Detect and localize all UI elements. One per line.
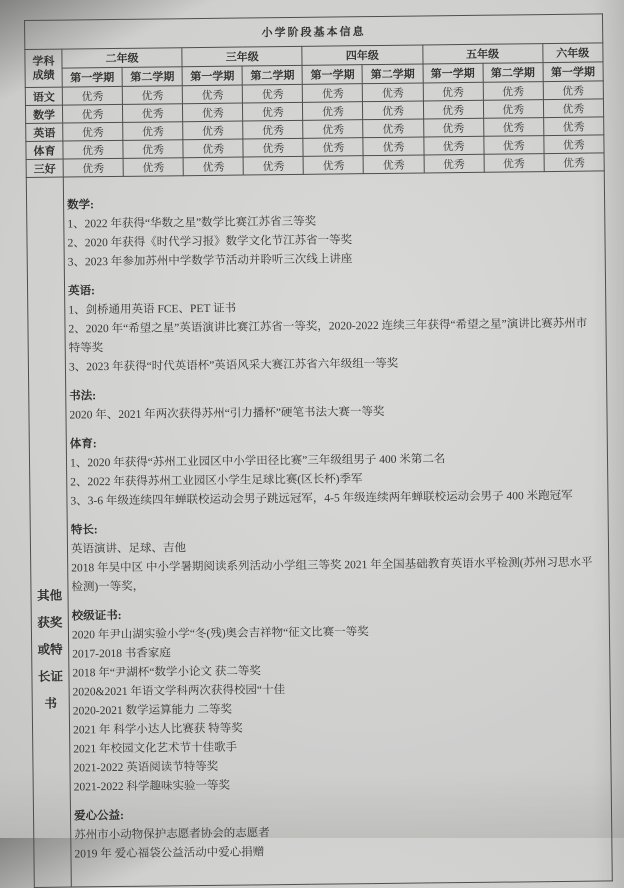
score-cell: 优秀: [62, 86, 122, 105]
score-cell: 优秀: [123, 140, 183, 159]
score-cell: 优秀: [123, 158, 183, 177]
semester-header-4-2: 第二学期: [483, 63, 543, 83]
score-cell: 优秀: [303, 120, 363, 139]
score-cell: 优秀: [303, 84, 363, 103]
award-line: 英语演讲、足球、吉他: [70, 542, 187, 556]
score-cell: 优秀: [63, 140, 123, 159]
subject-label: 体育: [26, 141, 63, 159]
award-line: 2、2022 年获得苏州工业园区小学生足球比赛(区长杯)季军: [70, 473, 363, 489]
score-cell: 优秀: [363, 83, 423, 102]
award-section: [74, 802, 599, 865]
award-line: 2020 年尹山湖实验小学“冬(残)奥会吉祥物“征文比赛一等奖: [71, 626, 369, 642]
award-section: [72, 602, 599, 798]
award-line: 2018 年吴中区 中小学暑期阅读系列活动小学组三等奖 2021 年全国基础教育英语水平检测(苏州习思水平检测)一等奖，: [71, 556, 593, 594]
award-line: 2、2020 年获得《时代学习报》数学文化节江苏省一等奖: [67, 234, 353, 250]
award-section-heading: 书法:: [69, 390, 97, 403]
score-cell: 优秀: [303, 138, 363, 157]
award-line: 3、2023 年获得“时代英语杯”英语风采大赛江苏省六年级组一等奖: [68, 357, 399, 374]
score-cell: 优秀: [123, 104, 183, 123]
score-cell: 优秀: [303, 102, 363, 121]
award-line: 苏州市小动物保护志愿者协会的志愿者: [74, 827, 270, 842]
semester-header-3-2: 第二学期: [362, 64, 422, 84]
other-awards-row: [26, 171, 612, 888]
score-cell: 优秀: [243, 156, 303, 175]
side-label-line: 长证: [37, 669, 64, 684]
corner-header: [25, 49, 62, 87]
awards-cell: [63, 171, 612, 887]
award-section-heading: 校级证书:: [71, 609, 122, 623]
award-line: 2021-2022 英语阅读节特等奖: [73, 760, 219, 775]
score-cell: 优秀: [183, 103, 243, 122]
score-cell: 优秀: [483, 100, 543, 119]
scores-table: [24, 13, 613, 888]
award-line: 3、2023 年参加苏州中学数学节活动并聆听三次线上讲座: [67, 253, 353, 269]
score-cell: 优秀: [363, 101, 423, 120]
score-cell: 优秀: [483, 82, 543, 101]
award-section-heading: 特长:: [70, 524, 98, 537]
award-section: [69, 382, 594, 426]
score-cell: 优秀: [243, 120, 303, 139]
award-section: [71, 516, 597, 598]
score-cell: 优秀: [243, 84, 303, 103]
award-line: 2021 年校园文化艺术节十佳歌手: [73, 741, 238, 756]
score-cell: 优秀: [424, 154, 484, 173]
semester-header-5-1: 第一学期: [543, 62, 603, 82]
side-label-line: 或特: [37, 642, 63, 657]
semester-header-4-1: 第一学期: [423, 63, 483, 83]
grade-header-2: 三年级: [182, 46, 302, 66]
score-cell: 优秀: [544, 153, 604, 172]
score-cell: 优秀: [543, 117, 603, 136]
semester-header-2-2: 第二学期: [242, 65, 302, 85]
score-cell: 优秀: [423, 136, 483, 155]
award-line: 2020&2021 年语文学科两次获得校园“十佳: [72, 684, 286, 699]
document-paper: [24, 13, 612, 888]
score-cell: 优秀: [483, 118, 543, 137]
score-cell: 优秀: [363, 137, 423, 156]
semester-header-3-1: 第一学期: [302, 65, 362, 85]
award-line: 2019 年 爱心福袋公益活动中爱心捐赠: [74, 846, 265, 861]
subject-label: 三好: [26, 159, 63, 177]
award-section-heading: 爱心公益:: [73, 809, 124, 823]
award-line: 1、2020 年获得“苏州工业园区中小学田径比赛”三年级组男子 400 米第二名: [69, 453, 446, 470]
award-section-heading: 数学:: [67, 199, 95, 212]
score-cell: 优秀: [543, 99, 603, 118]
score-cell: 优秀: [303, 156, 363, 175]
score-cell: 优秀: [122, 86, 182, 105]
score-cell: 优秀: [364, 155, 424, 174]
document-title: 小学阶段基本信息: [25, 14, 603, 50]
award-line: 2021-2022 科学趣味实验一等奖: [73, 779, 230, 794]
award-line: 2、2020 年“希望之星”英语演讲比赛江苏省一等奖，2020-2022 连续三年获得“希望之星”演讲比赛苏州市特等奖: [68, 317, 588, 355]
semester-header-1-1: 第一学期: [62, 67, 122, 87]
score-cell: 优秀: [363, 119, 423, 138]
score-cell: 优秀: [63, 158, 123, 177]
side-label-line: 获奖: [37, 615, 63, 630]
score-cell: 优秀: [423, 100, 483, 119]
side-label-line: 其他: [36, 588, 63, 603]
grade-header-5: 六年级: [543, 43, 603, 63]
award-line: 2020-2021 数学运算能力 二等奖: [72, 703, 232, 718]
awards-content: [64, 183, 611, 864]
award-line: 2021 年 科学小达人比赛获 特等奖: [72, 722, 243, 737]
award-section: [70, 430, 596, 512]
score-cell: 优秀: [484, 154, 544, 173]
grade-header-1: 二年级: [62, 48, 182, 68]
award-line: 3、3-6 年级连续四年蝉联校运动会男子跳远冠军，4-5 年级连续两年蝉联校运动会男子 400 米跑冠军: [70, 489, 573, 508]
semester-header-1-2: 第二学期: [122, 67, 182, 87]
side-label-line: 书: [44, 696, 58, 711]
score-cell: 优秀: [423, 82, 483, 101]
award-line: 2020 年、2021 年两次获得苏州“引力播杯”硬笔书法大赛一等奖: [69, 405, 385, 422]
score-cell: 优秀: [423, 118, 483, 137]
subject-label: 语文: [25, 87, 62, 105]
grade-header-4: 五年级: [422, 44, 542, 64]
subject-label: 英语: [26, 123, 63, 141]
award-section-heading: 体育:: [69, 438, 97, 451]
score-cell: 优秀: [182, 85, 242, 104]
grade-header-3: 四年级: [302, 45, 422, 65]
score-cell: 优秀: [183, 157, 243, 176]
semester-header-2-1: 第一学期: [182, 66, 242, 86]
subject-label: 数学: [25, 105, 62, 123]
award-section: [68, 277, 594, 378]
side-label-other-awards: [29, 347, 69, 718]
score-cell: 优秀: [544, 135, 604, 154]
score-cell: 优秀: [543, 81, 603, 100]
award-section-heading: 英语:: [68, 285, 95, 298]
award-line: 2017-2018 书香家庭: [72, 647, 171, 661]
score-cell: 优秀: [183, 139, 243, 158]
award-line: 1、2022 年获得“华数之星”数学比赛江苏省三等奖: [67, 215, 317, 231]
corner-header-line2: 成绩: [32, 69, 55, 82]
award-section: [67, 191, 593, 273]
score-cell: 优秀: [123, 122, 183, 141]
score-cell: 优秀: [62, 104, 122, 123]
corner-header-line1: 学科: [32, 55, 55, 68]
score-cell: 优秀: [183, 121, 243, 140]
award-line: 2018 年“尹湖杯“数学小论文 获二等奖: [72, 665, 261, 680]
score-cell: 优秀: [243, 138, 303, 157]
award-line: 1、剑桥通用英语 FCE、PET 证书: [68, 302, 237, 317]
score-cell: 优秀: [243, 102, 303, 121]
score-cell: 优秀: [484, 136, 544, 155]
score-cell: 优秀: [63, 122, 123, 141]
